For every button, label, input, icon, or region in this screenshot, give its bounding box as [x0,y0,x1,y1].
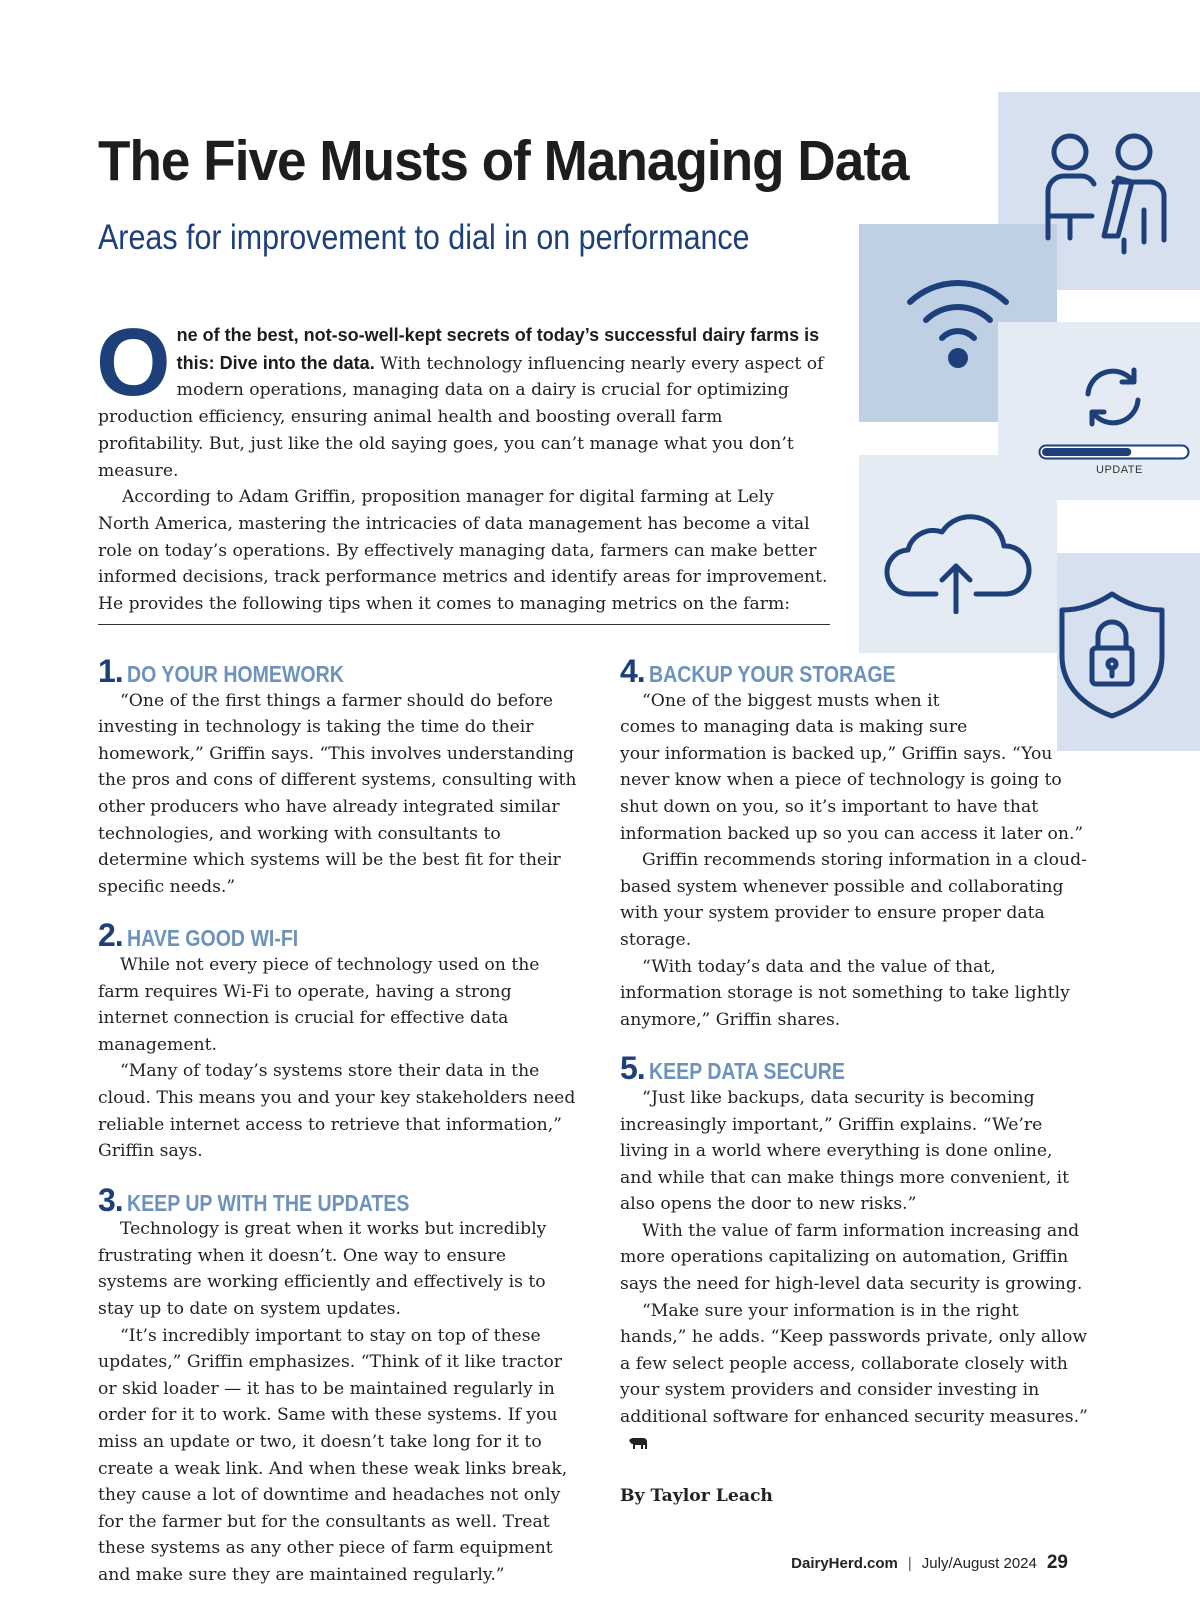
wifi-icon [904,274,1012,370]
paragraph: “With today’s data and the value of that, information storage is not something to take lightly anymore,” Griffin shares. [620,956,1070,1030]
paragraph: “Just like backups, data security is becoming increasingly important,” Griffin explains. “We’re living in a world where everything is done online, and while that can make things more convenient, it also opens the door to new risks.” [620,1087,1070,1215]
section-3 [98,1181,578,1589]
paragraph: Griffin recommends storing information in a cloud-based system whenever possible and collaborating with your system provider to ensure proper data storage. [620,850,1087,950]
paragraph: “Many of today’s systems store their data in the cloud. This means you and your key stakeholders need reliable internet access to retrieve that information,” Griffin says. [98,1061,576,1162]
section-5 [620,1050,1090,1457]
section-title: BACKUP YOUR STORAGE [648,661,896,687]
section-number: 5. [620,1050,645,1087]
section-heading [98,917,578,954]
update-label: UPDATE [1096,464,1143,476]
section-heading [620,653,1090,689]
intro-paragraph-1 [96,309,828,484]
paragraph: With the value of farm information increasing and more operations capitalizing on automation, Griffin says the need for high-level data security is growing. [620,1220,1083,1295]
divider-rule [98,624,830,625]
paragraph: “It’s incredibly important to stay on top of these updates,” Griffin emphasizes. “Think of it like tractor or skid loader — it has to be maintained regularly in order for it to work. Same with these systems. If you miss an update or two, it doesn’t take long for it to create a weak link. And when these weak links break, they cause a lot of downtime and headaches not only for the farmer but for the consultants as well. Treat these systems as any other piece of farm equipment and make sure they are maintained regularly.” [98,1325,568,1585]
paragraph: “One of the first things a farmer should do before investing in technology is taking the time do their homework,” Griffin says. “This involves understanding the pros and cons of different systems, consulting with other producers who have already integrated similar technologies, and working with consultants to determine which systems will be the best fit for their specific needs.” [98,690,577,897]
cow-icon [628,1436,648,1450]
section-heading [98,1181,578,1218]
section-heading [620,1050,1090,1087]
line: “One of the biggest musts when it [642,690,940,711]
people-tablet-icon [1040,130,1170,256]
intro-lead: ne of the best, not-so-well-kept secrets of today’s successful dairy farms is this: Dive into the data. [176,325,820,373]
section-title: KEEP DATA SECURE [648,1058,845,1085]
intro-paragraph-2: According to Adam Griffin, proposition manager for digital farming at Lely North America, mastering the intricacies of data management has become a vital role on today’s operations. By effectively managing data, farmers can make better informed decisions, track performance metrics and identify areas for improvement. He provides the following tips when it comes to managing metrics on the farm: [98,487,828,615]
section-number: 2. [98,917,123,954]
column-left [98,653,578,1589]
article-subtitle: Areas for improvement to dial in on performance [98,218,750,257]
section-4 [620,653,1090,1033]
column-right [620,653,1090,1510]
line: comes to managing data is making sure [620,717,968,738]
paragraph [620,688,1090,848]
paragraph-text: “Make sure your information is in the right hands,” he adds. “Keep passwords private, only allow a few select people access, collaborate closely with your system providers and consider investing in additional software for enhanced security measures.” [620,1300,1088,1428]
drop-cap: O [96,309,171,416]
page-number: 29 [1046,1552,1068,1573]
paragraph-continued: says. “You never know when a piece of technology is going to shut down on you, so it’s important to have that information backed up so you can access it later on.” [620,743,1084,844]
update-progress-bar [1038,444,1190,460]
section-1 [98,653,578,900]
byline: By Taylor Leach [620,1486,773,1507]
section-2 [98,917,578,1164]
sync-icon [1080,364,1146,430]
footer-site: DairyHerd.com [791,1555,898,1572]
section-number: 1. [98,653,123,689]
line: your information is backed up,” Griffin [620,743,958,764]
article-title: The Five Musts of Managing Data [98,129,909,193]
section-title: HAVE GOOD WI-FI [126,925,298,952]
section-heading [98,653,578,689]
paragraph: While not every piece of technology used on the farm requires Wi-Fi to operate, having a strong internet connection is crucial for effective data management. [98,954,540,1055]
update-progress-fill [1042,448,1131,456]
section-title: DO YOUR HOMEWORK [126,661,344,687]
section-number: 4. [620,653,645,689]
section-number: 3. [98,1181,123,1218]
paragraph [620,1298,1090,1458]
section-title: KEEP UP WITH THE UPDATES [126,1189,410,1216]
intro [96,309,828,618]
footer-issue: July/August 2024 [921,1555,1037,1572]
footer-separator: | [907,1555,912,1572]
page-footer [791,1552,1068,1574]
cloud-upload-icon [884,510,1034,614]
intro-text: With technology influencing nearly every aspect of modern operations, managing data on a dairy is crucial for optimizing production efficiency, ensuring animal health and boosting overall farm profitability. But, just like the old saying goes, you can’t manage what you don’t measure. [98,353,824,481]
paragraph: Technology is great when it works but incredibly frustrating when it doesn’t. One way to ensure systems are working efficiently and effectively is to stay up to date on system updates. [98,1219,547,1320]
